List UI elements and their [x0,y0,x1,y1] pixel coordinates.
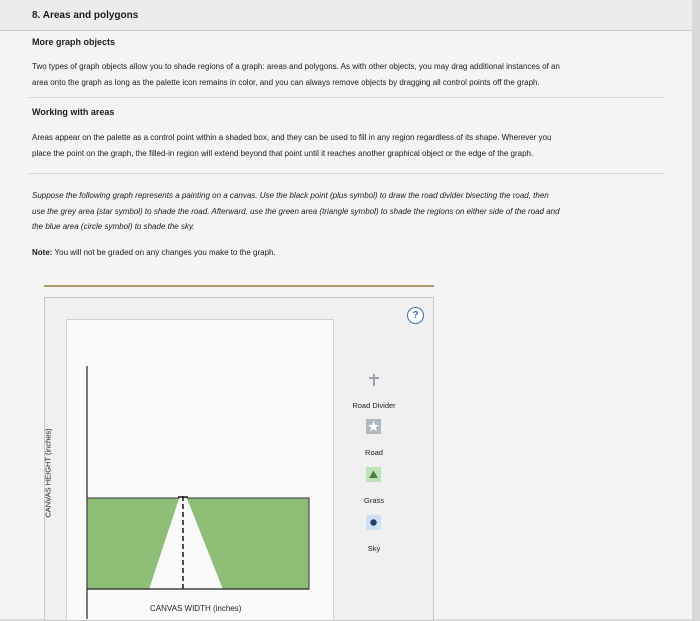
note-label: Note: [32,248,53,257]
palette-label-road-divider: Road Divider [352,401,396,410]
y-axis-label: CANVAS HEIGHT (inches) [43,428,53,518]
instructions-line1: Suppose the following graph represents a painting on a canvas. Use the black point (plus symbol) to draw the road divider bisecting the road, then [32,191,549,200]
palette-label-grass: Grass [363,496,384,505]
star-icon [366,419,381,434]
road-area-tool[interactable] [366,419,381,434]
circle-icon [366,515,381,530]
question-title: 8. Areas and polygons [32,10,139,21]
instructions-line2: use the grey area (star symbol) to shade the road. Afterward, use the green area (triangle symbol) to shade the regions on either side of the road and [32,206,560,216]
grass-area-tool[interactable] [366,467,381,482]
section2-line1: Areas appear on the palette as a control point within a shaded box, and they can be used to fill in any region regardless of its shape. Wherever you [32,133,552,142]
palette-label-sky: Sky [367,544,381,553]
section2-line2: place the point on the graph, the filled-in region will extend beyond that point until it reaches another graphical object or the edge of the graph. [32,148,534,158]
note-text: You will not be graded on any changes you make to the graph. [52,248,276,257]
section1-line2: area onto the graph as long as the palette icon remains in color, and you can always remove objects by dragging all control points off the graph. [32,77,540,87]
section-title-more-graph-objects: More graph objects [32,37,116,47]
instructions-line3: the blue area (circle symbol) to shade the sky. [32,222,195,231]
sky-area-tool[interactable] [366,515,381,530]
plus-point-icon[interactable] [367,373,381,387]
help-button[interactable]: ? [407,307,424,324]
section-title-working-with-areas: Working with areas [32,107,115,117]
x-axis-label: CANVAS WIDTH (inches) [150,604,242,613]
triangle-icon [366,467,381,482]
section1-line1: Two types of graph objects allow you to shade regions of a graph: areas and polygons. As with other objects, you may drag additional instances of an [32,62,560,71]
palette-label-road: Road [365,448,383,457]
left-grass-region[interactable] [87,498,180,589]
